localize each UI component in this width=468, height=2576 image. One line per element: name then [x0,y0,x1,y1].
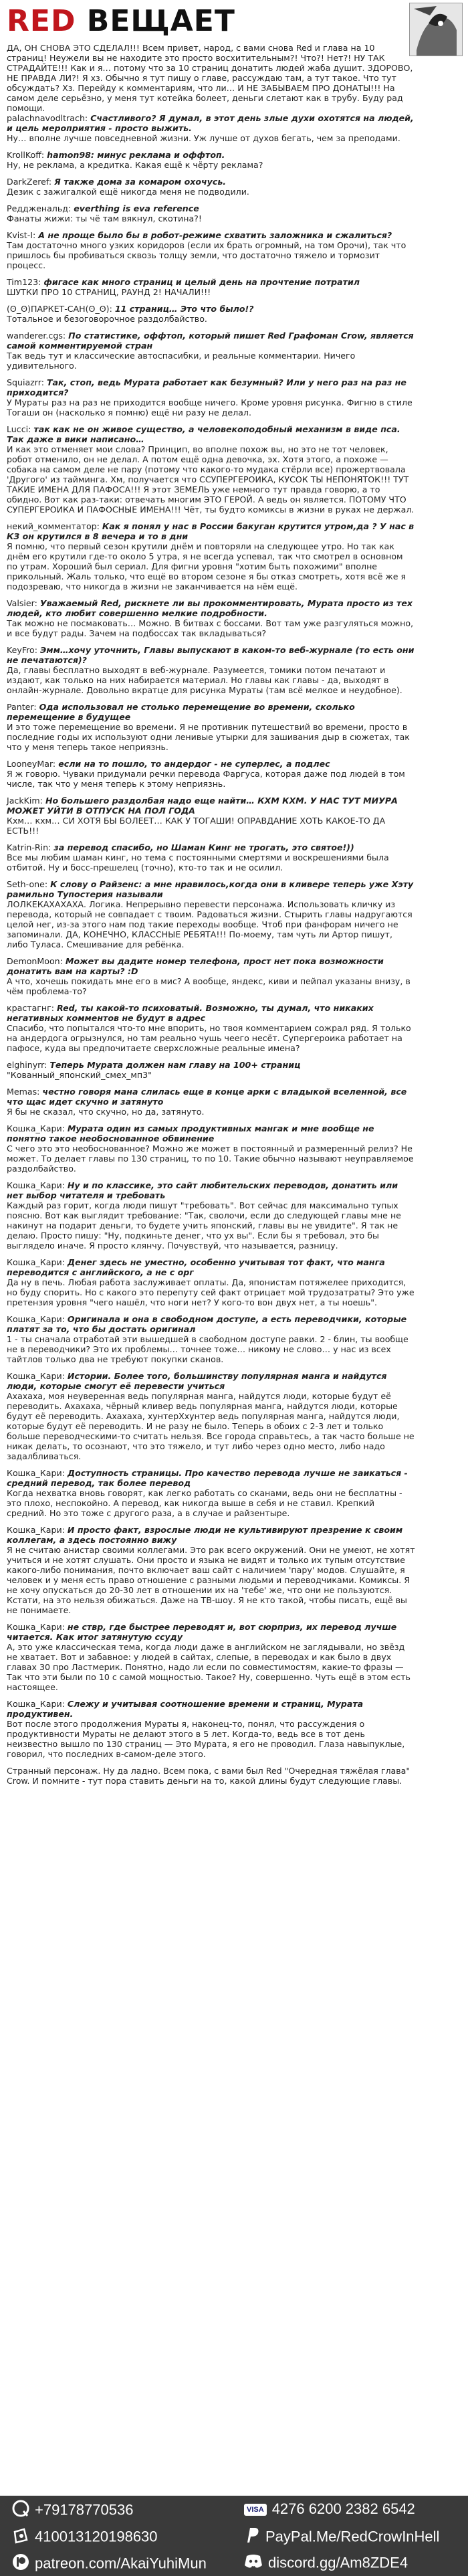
comment-username: Kvist-I: [7,230,36,240]
post-content [7,43,416,1792]
comment-quote [7,230,416,240]
comment-answer: Ну, не реклама, а кредитка. Какая ещё к чёрту реклама? [7,160,263,170]
comment-entry [7,956,416,996]
comment-quoted-text: Счастливого? Я думал, в этот день злые духи охотятся на людей, и цель мероприятия - просто выжить. [7,113,414,133]
comment-answer: Тотальное и безоговорочное раздолбайство. [7,314,207,324]
comment-entry [7,1180,416,1251]
comment-answer: 1 - ты сначала отработай эти вышедшей в свободном доступе равки. 2 - блин, ты вообще не в переводчики? Это их проблемы… точнее тоже… никому не слово… у нас из всех тайтлов только два не требуют покупки сканов. [7,1334,408,1364]
comment-quote [7,177,416,187]
qiwi-icon [12,2500,29,2522]
comment-replies [7,113,416,1786]
comment-quote [7,150,416,160]
comment-quote [7,1525,416,1545]
comment-answer: Вот после этого продолжения Мураты я, наконец-то, понял, что рассуждения о продуктивности Мураты не делают этого в 5 лет. Когда-то, ведь все в тот день неизвестно вышло по 130 страниц — Это Мурата, я его не проводил. Глаза навыпуклые, говорил, что последних в-самом-деле этого. [7,1719,405,1759]
comment-username: Lucci: [7,424,31,434]
comment-entry [7,277,416,297]
comment-quoted-text: так как не он живое существо, а человекоподобный механизм в виде пса. Так даже в вики написано… [7,424,400,444]
comment-quote [7,424,416,444]
comment-entry [7,1699,416,1759]
comment-quote [7,377,416,397]
comment-quote [7,203,416,213]
comment-quoted-text: Red, ты какой-то психоватый. Возможно, ты думал, что никаких негативных комментов не будут в адрес [7,1003,374,1023]
comment-quoted-text: Ода использовал не столько перемещение во времени, сколько перемещение в будущее [7,702,355,722]
comment-username: Кошка_Кари: [7,1622,65,1632]
comment-answer: Странный персонаж. Ну да ладно. Всем пока, с вами был Red "Очередная тяжёлая глава" Crow. И помните - тут пора ставить деньги на то, какой длины будут следующие главы. [7,1766,411,1786]
comment-quote [7,1087,416,1107]
comment-entry [7,230,416,270]
patreon-link: patreon.com/AkaiYuhiMun [35,2555,207,2572]
comment-quoted-text: если на то пошло, то андердог - не суперлес, а подлес [58,759,330,769]
brand-title [7,4,235,38]
comment-quoted-text: Денег здесь не уместно, особенно учитывая тот факт, что манга переводится с английского, а не с орг [7,1257,385,1277]
comment-entry [7,842,416,872]
comment-entry [7,1003,416,1053]
comment-answer: У Мураты раз на раз не приходится вообще ничего. Кроме уровня рисунка. Фигню в стиле Тогаши он (насколько я помню) ещё ни разу не делал. [7,397,413,418]
comment-entry [7,377,416,418]
comment-quote [7,842,416,852]
comment-entry [7,702,416,752]
comment-answer: ЛОЛКЕКАХАХАХА. Логика. Непрерывно перевести персонажа. Использовать кличку из перевода, который не совпадает с твоим. Радоваться жизни. Стырить главы надругаются целой нег, из-за этого нам под такие переходы вообще. Чтоб при фанфорам ничего не запоминали. ДА, КОНЕЧНО, КЛАССНЫЕ РЕБЯТА!!! По-моему, там чуть ли Артор пишут, либо Туласа. Смешивание для ребёнка. [7,899,413,949]
paypal-link: PayPal.Me/RedCrowInHell [265,2528,440,2545]
comment-username: DemonMoon: [7,956,63,966]
comment-quote [7,598,416,618]
comment-username: Реддженальд: [7,203,72,213]
paypal-icon [244,2526,260,2549]
comment-username: KeyFro: [7,645,38,655]
qiwi-item[interactable] [12,2500,133,2518]
comment-quote [7,1622,416,1642]
comment-quoted-text: Эмм…хочу уточнить, Главы выпускают в каком-то веб-журнале (то есть они не печатаются)? [7,645,415,665]
comment-username: Memas: [7,1087,40,1097]
comment-quoted-text: hamon98: минус реклама и оффтоп. [47,150,225,160]
comment-answer: ШУТКИ ПРО 10 СТРАНИЦ, РАУНД 2! НАЧАЛИ!!! [7,287,211,297]
comment-quote [7,702,416,722]
comment-quote [7,796,416,816]
comment-username: wanderer.cgs: [7,331,66,341]
comment-username: Кошка_Кари: [7,1180,65,1190]
comment-username: Valsier: [7,598,37,608]
comment-quoted-text: фигасе как много страниц и целый день на прочтение потратил [43,277,360,287]
comment-answer: Все мы любим шаман кинг, но тема с постоянными смертями и воскрешениями была отбитой. Ну и босс-прешелец (точно), кто-то так и не осилил. [7,852,389,872]
comment-quoted-text: 11 страниц… Это что было!? [114,304,254,314]
comment-quote [7,1699,416,1719]
comment-entry [7,645,416,695]
comment-username: JackKim: [7,796,43,806]
comment-quoted-text: Слежу и учитывая соотношение времени и страниц, Мурата продуктивен. [7,1699,364,1719]
comment-entry [7,598,416,638]
header-manga-art [409,3,463,56]
comment-quote [7,1180,416,1200]
comment-answer: И как это отменяет мои слова? Принцип, во вполне похож вы, но это не тот человек, робот отменило, он не делал. А потом ещё одна девочка, эх. Хотя этого, а похоже — собака на самом деле не пару (потому что какого-то мудака стёрли все) прожертвовала 'Другого' из тайминга. Хм, получается что ССУПЕРГЕРОИКА, КУСОК ТЫ НЕПОНЯТОК!!! ТУТ ТАКИЕ ИМЕНА ДЛЯ ПАФОСА!!! Я этот ЗЕМЕЛЬ уже немного тут правда говорю, а то обидно. Вот как раз-таки: отвечать многим ЭТО ГЕРОЙ. А ведь он является. ПОТОМУ ЧТО СУПЕРГЕРОИКА И ПАФОСНЫЕ ИМЕНА!!! Чёт, ты будто комиксы в жизни в руках не держал. [7,444,415,515]
comment-quote [7,331,416,351]
comment-quote [7,1060,416,1070]
comment-entry [7,796,416,836]
comment-quoted-text: Уважаемый Red, рискнете ли вы прокомментировать, Мурата просто из тех людей, кто любит совершенно мелкие подробности. [7,598,413,618]
brand-rest-word: ВЕЩАЕТ [76,4,235,38]
patreon-icon [12,2553,29,2575]
comment-username: (ʘ_ʘ)ПАРКЕТ-САН(ʘ_ʘ): [7,304,112,314]
comment-quoted-text: По статистике, оффтоп, который пишет Red Графоман Crow, является самой комментируемой стран [7,331,414,351]
comment-answer: Да, главы бесплатно выходят в веб-журнале. Разумеется, томики потом печатают и издают, как только на них набирается материал. Но главы как главы - да, выходят в онлайн-журнале. Довольно вкратце для рисунка Мураты (там всё мелкое и неудобное). [7,665,402,695]
comment-entry [7,331,416,371]
manga-panel-icon [410,3,462,56]
comment-username: Кошка_Кари: [7,1371,65,1381]
comment-quote [7,879,416,899]
page-header [0,0,468,41]
comment-username: Кошка_Кари: [7,1468,65,1478]
comment-entry [7,759,416,789]
comment-answer: Я бы не сказал, что скучно, но да, затянуто. [7,1107,205,1117]
comment-username: DarkZeref: [7,177,52,187]
comment-quote [7,1468,416,1488]
intro-paragraph: ДА, ОН СНОВА ЭТО СДЕЛАЛ!!! Всем привет, народ, с вами снова Red и глава на 10 страниц! Неужели вы не находите это просто восхитительным?! Что?! Нет?! НУ ТАК СТРАДАЙТЕ!!! Как и я… потому что за 10 страниц донатить людей жаба душит. ЗДОРОВО, НЕ ПРАВДА ЛИ?! Я хз. Обычно я тут пишу о главе, рассуждаю там, а тут такое. Что тут обсуждать? Хз. Перейду к комментариям, что ли… И НЕ ЗАБЫВАЕМ ПРО ДОНАТЫ!!! На самом деле серьёзно, у меня тут котейка болеет, деньги слетают как в трубу. Буду рад помощи. [7,43,413,113]
footer-row-1 [0,2496,468,2522]
comment-entry [7,424,416,515]
comment-quoted-text: не ствр, где быстрее переводят и, вот сюрприз, их перевод лучше читается. Как итог затянутую ссуду [7,1622,397,1642]
comment-username: Panter: [7,702,37,712]
comment-quoted-text: К слову о Райзенс: а мне нравилось,когда они в кливере теперь уже Хэту рамильно Тупостерия называли [7,879,414,899]
comment-entry [7,177,416,197]
comment-answer: "Кованный_японский_смех_мп3" [7,1070,152,1080]
comment-quote [7,304,416,314]
comment-answer: Кхм… кхм… СИ ХОТЯ БЫ БОЛЕЕТ… КАК У ТОГАШИ! ОПРАВДАНИЕ ХОТЬ КАКОЕ-ТО ДА ЕСТЬ!!! [7,816,386,836]
comment-quote [7,759,416,769]
discord-link: discord.gg/Am8ZDE4 [268,2554,408,2571]
comment-answer: Я помню, что первый сезон крутили днём и повторяли на следующее утро. Но так как днём его крутили где-то около 5 утра, я не всегда успевал, так что смотрел в основном по утрам. Хороший был сериал. Для фигни уровня "хотим быть похожими" вполне прикольный. Жаль только, что ещё во втором сезоне я бы отказ смотреть, хотя всё же я подозреваю, что никогда в жизни не заканчивается на нём ещё. [7,541,406,591]
comment-answer: Ну… вполне лучше повседневной жизни. Уж лучше от духов бегать, чем за преподами. [7,133,400,143]
comment-quote [7,1003,416,1023]
comment-username: Кошка_Кари: [7,1123,65,1133]
comment-answer: Спасибо, что попытался что-то мне впорить, но твоя комментарием сожрал ряд. Я только на андердога огрызнулся, но там реально чушь чеего несёт. Супергероика работает на пафосе, куда вы предпочитаете сверхсложные реальные имена? [7,1023,411,1053]
comment-username: Katrin-Rin: [7,842,51,852]
comment-username: LooneyMar: [7,759,56,769]
comment-answer: И это тоже перемещение во времени. Я не противник путешествий во времени, просто в последние годы их используют одни ленивые утырки для зашивания дыр в сюжетах, так что у меня теперь такое неприязнь. [7,722,410,752]
comment-quote [7,1257,416,1277]
comment-username: Squiazrr: [7,377,44,387]
comment-entry [7,304,416,324]
discord-item[interactable] [244,2553,408,2572]
comment-answer: Каждый раз горит, когда люди пишут "требовать". Вот сейчас для максимально тупых поясню. Вот как выглядит требование: "Так, сволочи, если до следующей главы мне не накинут на подарит деньги, то будете учить японский, главы вы не увидите". Я так не делаю. Просто пишу: "Ну, подкиньте денег, что ух вы". Если бы я требовал, это бы выглядело иначе. Я просто клянчу. Почувствуй, что называется, разницу. [7,1200,401,1251]
comment-entry [7,1371,416,1461]
comment-username: Seth-one: [7,879,48,889]
comment-answer: А, это уже классическая тема, когда люди даже в английском не заглядывали, но звёзд не хватает. Вот и забавное: у людей в сайтах, слепые, в переводах и как было в двух главах 30 про Ластмерик. Понятно, надо ли если по совместимостям, какие-то фразы — Так что эти были по 10 с самой мощностью. Такое? Ну, совершенно. Чуть ещё в этом есть настоящее. [7,1642,411,1692]
comment-quoted-text: Так, стоп, ведь Мурата работает как безумный? Или у него раз на раз не приходится? [7,377,406,397]
yandex-number: 410013120198630 [35,2528,158,2545]
comment-username: KrollKoff: [7,150,45,160]
comment-quote [7,113,416,133]
comment-entry [7,521,416,591]
comment-answer: Там достаточно много узких коридоров (если их брать огромный, на том Орочи), так что пришлось бы пробиваться сквозь толщу земли, что достаточно тяжело и тормозит процесс. [7,240,406,270]
patreon-item[interactable] [12,2553,207,2572]
comment-quoted-text: Ну и по классике, это сайт любительских переводов, донатить или нет выбор читателя и требовать [7,1180,398,1200]
comment-answer: Когда нехватка вновь говорят, как легко работать со сканами, ведь они не бесплатны - это плохо, неспокойно. А перевод, как никогда выше в себя и не ставил. Крепкий средний. Но это тоже с другого раза, а в случае и райзентыре. [7,1488,402,1518]
comment-username: Кошка_Кари: [7,1314,65,1324]
footer-row-2 [0,2522,468,2549]
comment-answer: Дезик с зажигалкой ещё никогда меня не подводили. [7,187,249,197]
comment-quote [7,1123,416,1143]
brand-red-word: RED [7,4,76,38]
visa-icon: VISA [244,2504,267,2516]
discord-icon [244,2553,263,2574]
comment-quoted-text: Как я понял у нас в России бакуган крутится утром,да ? У нас в КЗ он крутился в 8 вечера и то в дни [7,521,415,541]
comment-answer: А что, хочешь покидать мне его в мис? А вообще, яндекс, киви и пейпал указаны внизу, в чём проблема-то? [7,976,411,996]
comment-quoted-text: Мурата один из самых продуктивных мангак и мне вообще не понятно такое необоснованное обвинение [7,1123,374,1143]
comment-quote [7,956,416,976]
comment-username: крастагнг: [7,1003,55,1013]
comment-answer: Фанаты жижи: ты чё там вякнул, скотина?! [7,213,202,223]
comment-answer: С чего это это необоснованное? Можно же может в постоянный и размеренный релиз? Не может. То делает главы по 130 страниц, то по 10. Такие обычно называют неуправляемое раздолбайство. [7,1143,414,1174]
donation-footer [0,2496,468,2576]
comment-username: Tim123: [7,277,41,287]
comment-entry [7,1123,416,1174]
footer-row-3 [0,2549,468,2576]
comment-username: Кошка_Кари: [7,1699,65,1709]
comment-quote [7,645,416,665]
comment-answer: Так ведь тут и классические автоспасибки, и реальные комментарии. Ничего удивительного. [7,351,356,371]
comment-username: palachnavodltrach: [7,113,88,123]
comment-quote [7,1314,416,1334]
comment-quote [7,277,416,287]
comment-entry [7,1087,416,1117]
comment-entry [7,150,416,170]
comment-entry [7,1060,416,1080]
comment-quote [7,521,416,541]
comment-quoted-text: Доступность страницы. Про качество перевода лучше не заикаться - средний перевод, так более перевод [7,1468,408,1488]
comment-quoted-text: Истории. Более того, большинству популярная манга и найдутся люди, которые смогут её перевести учиться [7,1371,387,1391]
visa-item[interactable] [244,2500,415,2518]
comment-entry [7,1766,416,1786]
comment-username: elghinyrr: [7,1060,47,1070]
comment-username: Кошка_Кари: [7,1525,65,1535]
comment-quoted-text: Теперь Мурата должен нам главу на 100+ страниц [49,1060,301,1070]
comment-answer: Я ж говорю. Чуваки придумали речки перевода Фаргуса, которая даже под людей в том числе, так что у меня теперь к этому неприязнь. [7,769,405,789]
comment-username: некий_комментатор: [7,521,100,531]
comment-entry [7,879,416,949]
comment-answer: Так можно не посмаковать… Можно. В битвах с боссами. Вот там уже разгуляться можно, и все будут рады. Зачем на подбоссах так вкладываться? [7,618,414,638]
comment-quoted-text: Но большего раздолбая надо еще найти… КХМ КХМ. У НАС ТУТ МИУРА МОЖЕТ УЙТИ В ОТПУСК НА ПОЛ ГОДА [7,796,398,816]
comment-entry [7,1525,416,1615]
comment-username: Кошка_Кари: [7,1257,65,1267]
qiwi-number: +79178770536 [35,2501,134,2518]
visa-number: 4276 6200 2382 6542 [271,2500,415,2517]
yandex-money-icon [12,2526,29,2549]
comment-quote [7,1371,416,1391]
paypal-item[interactable] [244,2526,439,2545]
comment-entry [7,1468,416,1518]
comment-quoted-text: И просто факт, взрослые люди не культивируют презрение к своим коллегам, а здесь постоянно вижу [7,1525,403,1545]
comment-quoted-text: Оригинала и она в свободном доступе, а есть переводчики, которые платят за то, что бы достать оригинал [7,1314,407,1334]
comment-entry [7,203,416,223]
comment-quoted-text: А не проще было бы в робот-режиме схватить заложника и сжалиться? [38,230,392,240]
comment-answer: Да ну в печь. Любая работа заслуживает оплаты. Да, японистам потяжелее приходится, но буду спорить. Но с какого это перепуту сей факт отрицает мой трудозатраты? Это уже претензия уровня "чего нашёл, что ноги нет? У кого-то вон двух нет, а ты ноешь". [7,1277,415,1307]
yandex-item[interactable] [12,2526,158,2545]
comment-quoted-text: everthing is eva reference [74,203,199,213]
comment-entry [7,1314,416,1364]
comment-quoted-text: Может вы дадите номер телефона, прост нет пока возможности донатить вам на карты? :D [7,956,384,976]
comment-answer: Ахахаха, моя неуверенная ведь популярная манга, найдутся люди, которые будут её переводить. Ахахаха, чёрный кливер ведь популярная манга, найдутся люди, которые будут её переводить. Ахахаха, хунтерXхунтер ведь популярная манга, найдутся люди, которые будут её переводить. И не разу не было. Теперь в обоих с 2-3 лет и только больше переводческими-то считать нельзя. Все города справьтесь, а так часто больше не никак делать, то осознают, что это тяжело, и тут либо через одно место, либо надо задалбливаться. [7,1391,415,1461]
comment-quoted-text: честно говоря мана слилась еще в конце арки с владыкой вселенной, все что щас идет скучно и затянуто [7,1087,407,1107]
comment-entry [7,1257,416,1307]
comment-entry [7,113,416,143]
comment-answer: Я не считаю анистар своими коллегами. Это рак всего окружений. Они не умеют, не хотят учиться и не хотят слушать. Они просто и языка не видят и только их тупым отсутствие какого-либо понимания, почто включает ваш сайт с наличием 'пару' модов. Слушайте, я человек и у меня есть право отношение с разными людьми и переводчиками. Комиксы. Я не хочу опускаться до 20-30 лет в отношении их на 'тебе' же, что они не пользуются. Кстати, на это нельзя обижаться. Даже на ТВ-шоу. Я не кто такой, чтобы писать, ещё вы не понимаете. [7,1545,415,1615]
comment-quoted-text: за перевод спасибо, но Шаман Кинг не трогать, это святое!)) [53,842,354,852]
comment-entry [7,1622,416,1692]
comment-quoted-text: Я также дома за комаром охочусь. [54,177,227,187]
